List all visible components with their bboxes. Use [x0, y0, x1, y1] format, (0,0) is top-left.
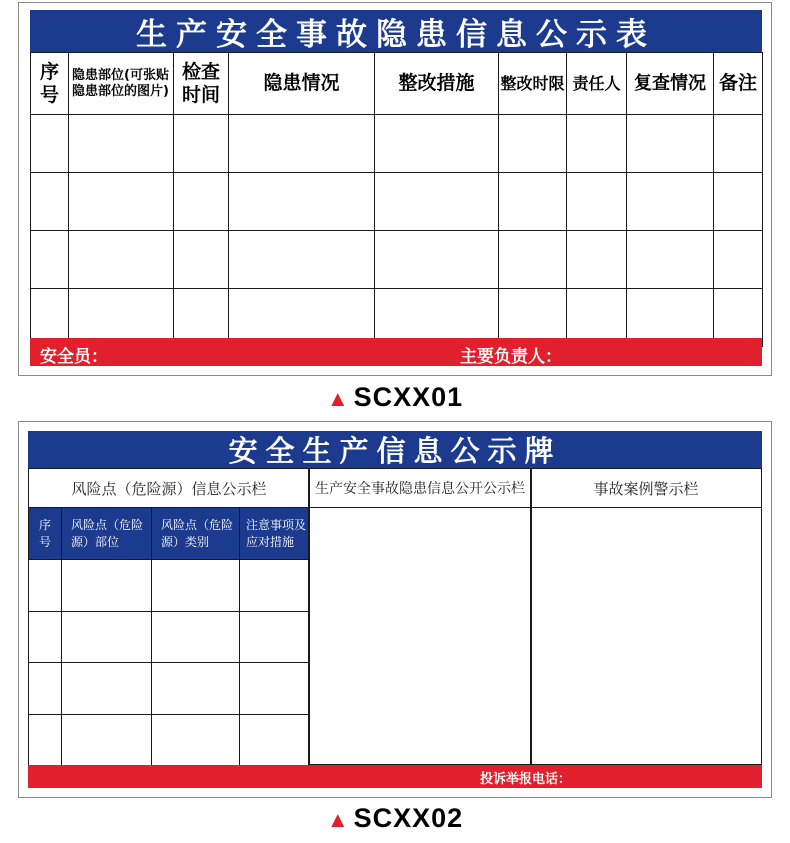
red-triangle-icon: ▲: [326, 807, 350, 832]
complaint-hotline-label: 投诉举报电话：: [480, 772, 572, 787]
header-situation: 隐患情况: [229, 53, 375, 115]
table-row: [31, 231, 763, 289]
sign1-title: 生产安全事故隐患信息公示表: [30, 10, 762, 52]
risk-table-header-row: [29, 508, 310, 560]
header-seq: 序号: [31, 53, 69, 115]
chief-responsible-label: 主要负责人：: [460, 347, 562, 367]
sign1-footer: [30, 338, 762, 366]
header-location: 隐患部位(可张贴隐患部位的图片): [69, 53, 174, 115]
section-accident-cases: 事故案例警示栏: [530, 468, 762, 508]
accident-case-area: [530, 507, 762, 765]
risk-point-table: [28, 507, 310, 766]
section-hazard-disclosure: 生产安全事故隐患信息公开公示栏: [308, 468, 532, 508]
table-row: [29, 663, 310, 715]
sign-scxx02: [18, 421, 772, 798]
code-label-2: [0, 803, 790, 834]
section-risk-points: 风险点（危险源）信息公示栏: [28, 468, 310, 508]
header-measures: 整改措施: [375, 53, 499, 115]
hazard-disclosure-area: [308, 507, 532, 765]
header-risk-category: 风险点（危险源）类别: [152, 508, 240, 560]
header-seq: 序号: [29, 508, 62, 560]
table-row: [31, 173, 763, 231]
header-deadline: 整改时限: [499, 53, 567, 115]
header-remarks: 备注: [714, 53, 763, 115]
code-text-1: SCXX01: [353, 382, 464, 412]
code-label-1: [0, 382, 790, 413]
table-row: [29, 714, 310, 766]
code-text-2: SCXX02: [353, 803, 464, 833]
table-row: [29, 560, 310, 612]
hazard-info-table: [30, 52, 763, 347]
header-review: 复查情况: [627, 53, 714, 115]
header-check-time: 检查时间: [174, 53, 229, 115]
header-precautions: 注意事项及应对措施: [240, 508, 310, 560]
sign-scxx01: [18, 2, 772, 376]
header-responsible: 责任人: [567, 53, 627, 115]
header-risk-location: 风险点（危险源）部位: [62, 508, 152, 560]
safety-officer-label: 安全员：: [40, 347, 108, 367]
sign2-footer: [28, 765, 762, 788]
table-row: [29, 611, 310, 663]
sign2-title: 安全生产信息公示牌: [28, 431, 762, 468]
table-row: [31, 115, 763, 173]
table-header-row: [31, 53, 763, 115]
red-triangle-icon: ▲: [326, 386, 350, 411]
